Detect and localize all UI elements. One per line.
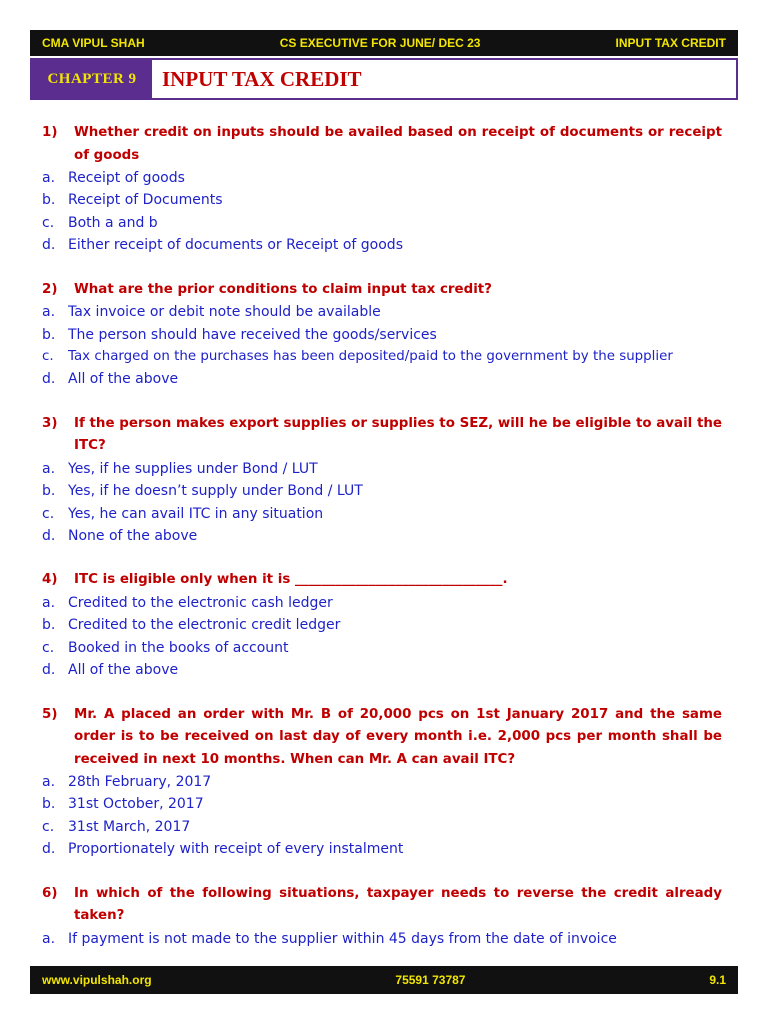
chapter-banner xyxy=(30,58,738,100)
question-text: Mr. A placed an order with Mr. B of 20,000 pcs on 1st January 2017 and the same order is to be received on last day of every month i.e. 2,000 pcs per month shall be received in next 10 months. When can Mr. A can avail ITC? xyxy=(74,706,722,767)
option: c. Yes, he can avail ITC in any situation xyxy=(42,505,324,522)
question-text: In which of the following situations, taxpayer needs to reverse the credit already taken? xyxy=(74,885,722,924)
question-list xyxy=(42,122,722,950)
header-author: CMA VIPUL SHAH xyxy=(42,36,145,50)
option: c. 31st March, 2017 xyxy=(42,818,191,835)
option: a. If payment is not made to the supplier within 45 days from the date of invoice xyxy=(42,930,617,947)
option: c. Tax charged on the purchases has been deposited/paid to the government by the supplier xyxy=(42,348,673,364)
option: a. Credited to the electronic cash ledger xyxy=(42,594,333,611)
option: b. 31st October, 2017 xyxy=(42,796,204,813)
chapter-label: CHAPTER 9 xyxy=(32,60,152,98)
option: d. All of the above xyxy=(42,662,179,679)
option: a. Yes, if he supplies under Bond / LUT xyxy=(42,460,318,477)
chapter-title: INPUT TAX CREDIT xyxy=(162,66,362,91)
option: b. Receipt of Documents xyxy=(42,192,223,209)
question-text: ITC is eligible only when it is _______________________________. xyxy=(74,572,508,588)
option: a. 28th February, 2017 xyxy=(42,774,212,790)
page-footer xyxy=(30,966,738,994)
question: 1) Whether credit on inputs should be availed based on receipt of documents or receipt of goods xyxy=(42,125,722,163)
option: a. Tax invoice or debit note should be available xyxy=(42,304,381,321)
option: b. The person should have received the goods/services xyxy=(42,326,437,343)
page-number: 9.1 xyxy=(709,973,726,987)
option: c. Booked in the books of account xyxy=(42,639,289,656)
page-header xyxy=(30,30,738,56)
option: c. Both a and b xyxy=(42,214,158,231)
footer-website[interactable]: www.vipulshah.org xyxy=(42,973,152,987)
question-text: Whether credit on inputs should be availed based on receipt of documents or receipt of goods xyxy=(74,125,722,163)
header-topic: INPUT TAX CREDIT xyxy=(615,36,726,50)
question: 6) In which of the following situations, taxpayer needs to reverse the credit already taken? xyxy=(42,885,722,924)
question-text: If the person makes export supplies or supplies to SEZ, will he be eligible to avail the ITC? xyxy=(74,415,722,454)
question: 5) Mr. A placed an order with Mr. B of 20,000 pcs on 1st January 2017 and the same order is to be received on last day of every month i.e. 2,000 pcs per month shall be received in next 10 months. When can Mr. A can avail ITC? xyxy=(42,706,722,767)
option: b. Credited to the electronic credit ledger xyxy=(42,617,341,634)
option: d. All of the above xyxy=(42,371,179,388)
footer-phone: 75591 73787 xyxy=(395,973,466,987)
header-course: CS EXECUTIVE FOR JUNE/ DEC 23 xyxy=(279,36,481,50)
question: 4) ITC is eligible only when it is _______________________________. xyxy=(42,572,508,588)
option: b. Yes, if he doesn’t supply under Bond / LUT xyxy=(42,483,363,500)
question-text: What are the prior conditions to claim input tax credit? xyxy=(74,281,492,297)
question: 2) What are the prior conditions to claim input tax credit? xyxy=(42,281,492,297)
option: d. Either receipt of documents or Receipt of goods xyxy=(42,237,403,254)
option: a. Receipt of goods xyxy=(42,170,185,186)
option: d. None of the above xyxy=(42,527,198,544)
question: 3) If the person makes export supplies or supplies to SEZ, will he be eligible to avail the ITC? xyxy=(42,415,722,454)
option: d. Proportionately with receipt of every instalment xyxy=(42,841,404,858)
